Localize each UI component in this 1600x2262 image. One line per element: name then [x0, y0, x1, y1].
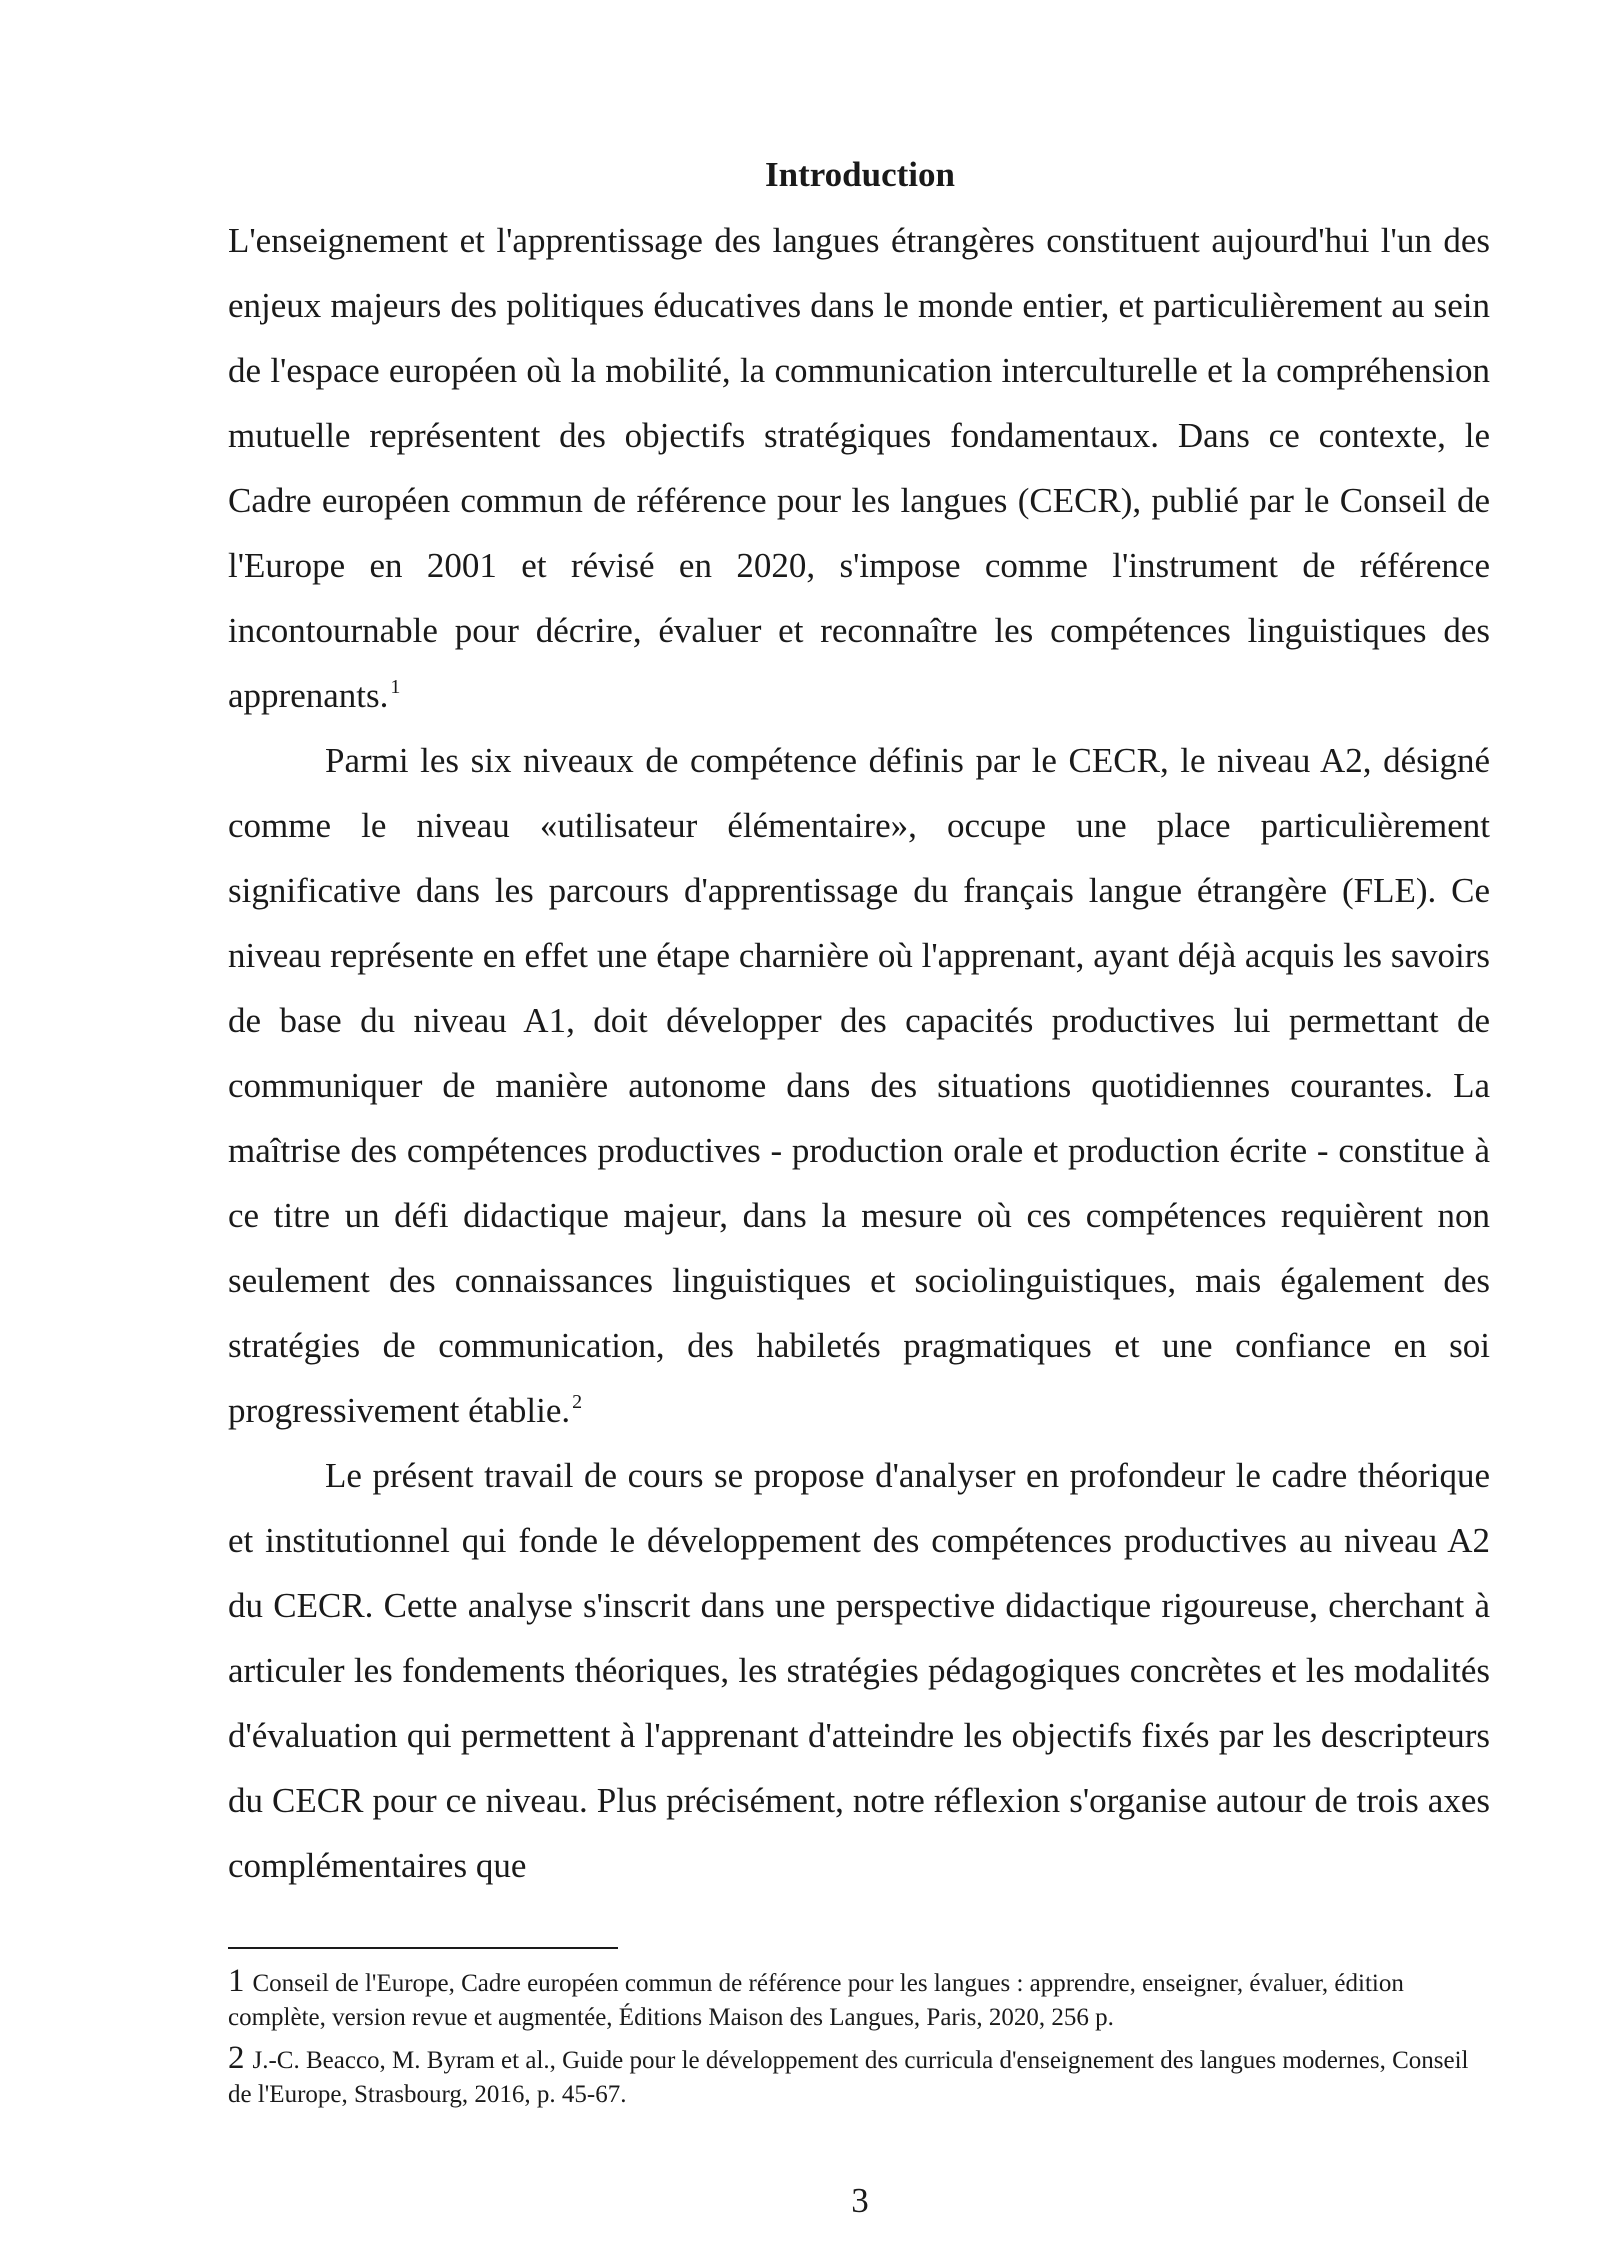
footnote-2 — [228, 2041, 1490, 2112]
footnotes — [228, 1964, 1490, 2118]
paragraph-1-text: L'enseignement et l'apprentissage des langues étrangères constituent aujourd'hui l'un des enjeux majeurs des politiques éducatives dans le monde entier, et particulièrement au sein de l'espace européen où la mobilité, la communication interculturelle et la compréhension mutuelle représentent des objectifs stratégiques fondamentaux. Dans ce contexte, le Cadre européen commun de référence pour les langues (CECR), publié par le Conseil de l'Europe en 2001 et révisé en 2020, s'impose comme l'instrument de référence incontournable pour décrire, évaluer et reconnaître les compétences linguistiques des apprenants. — [228, 221, 1490, 715]
footnote-2-text: J.-C. Beacco, M. Byram et al., Guide pour le développement des curricula d'enseignement des langues modernes, Conseil de l'Europe, Strasbourg, 2016, p. 45-67. — [228, 2047, 1469, 2108]
section-title: Introduction — [765, 155, 955, 194]
footnote-2-number: 2 — [228, 2040, 245, 2076]
paragraph-3 — [228, 1443, 1490, 1898]
footnote-reference-1[interactable]: 1 — [390, 676, 401, 698]
footnote-separator — [228, 1947, 618, 1949]
footnote-1-number: 1 — [228, 1963, 245, 1999]
paragraph-3-text: Le présent travail de cours se propose d'analyser en profondeur le cadre théorique et institutionnel qui fonde le développement des compétences productives au niveau A2 du CECR. Cette analyse s'inscrit dans une perspective didactique rigoureuse, cherchant à articuler les fondements théoriques, les stratégies pédagogiques concrètes et les modalités d'évaluation qui permettent à l'apprenant d'atteindre les objectifs fixés par les descripteurs du CECR pour ce niveau. Plus précisément, notre réflexion s'organise autour de trois axes complémentaires que — [228, 1456, 1490, 1885]
page-number: 3 — [851, 2181, 869, 2220]
footnote-1 — [228, 1964, 1490, 2035]
paragraph-2-text: Parmi les six niveaux de compétence définis par le CECR, le niveau A2, désigné comme le niveau «utilisateur élémentaire», occupe une place particulièrement significative dans les parcours d'apprentissage du français langue étrangère (FLE). Ce niveau représente en effet une étape charnière où l'apprenant, ayant déjà acquis les savoirs de base du niveau A1, doit développer des capacités productives lui permettant de communiquer de manière autonome dans des situations quotidiennes courantes. La maîtrise des compétences productives - production orale et production écrite - constitue à ce titre un défi didactique majeur, dans la mesure où ces compétences requièrent non seulement des connaissances linguistiques et sociolinguistiques, mais également des stratégies de communication, des habiletés pragmatiques et une confiance en soi progressivement établie. — [228, 741, 1490, 1430]
footnote-1-text: Conseil de l'Europe, Cadre européen commun de référence pour les langues : apprendre, enseigner, évaluer, édition complète, version revue et augmentée, Éditions Maison des Langues, Paris, 2020, 256 p. — [228, 1970, 1404, 2031]
footnote-reference-2[interactable]: 2 — [572, 1391, 583, 1413]
body-text — [228, 208, 1490, 1898]
paragraph-2 — [228, 728, 1490, 1443]
paragraph-1 — [228, 208, 1490, 728]
